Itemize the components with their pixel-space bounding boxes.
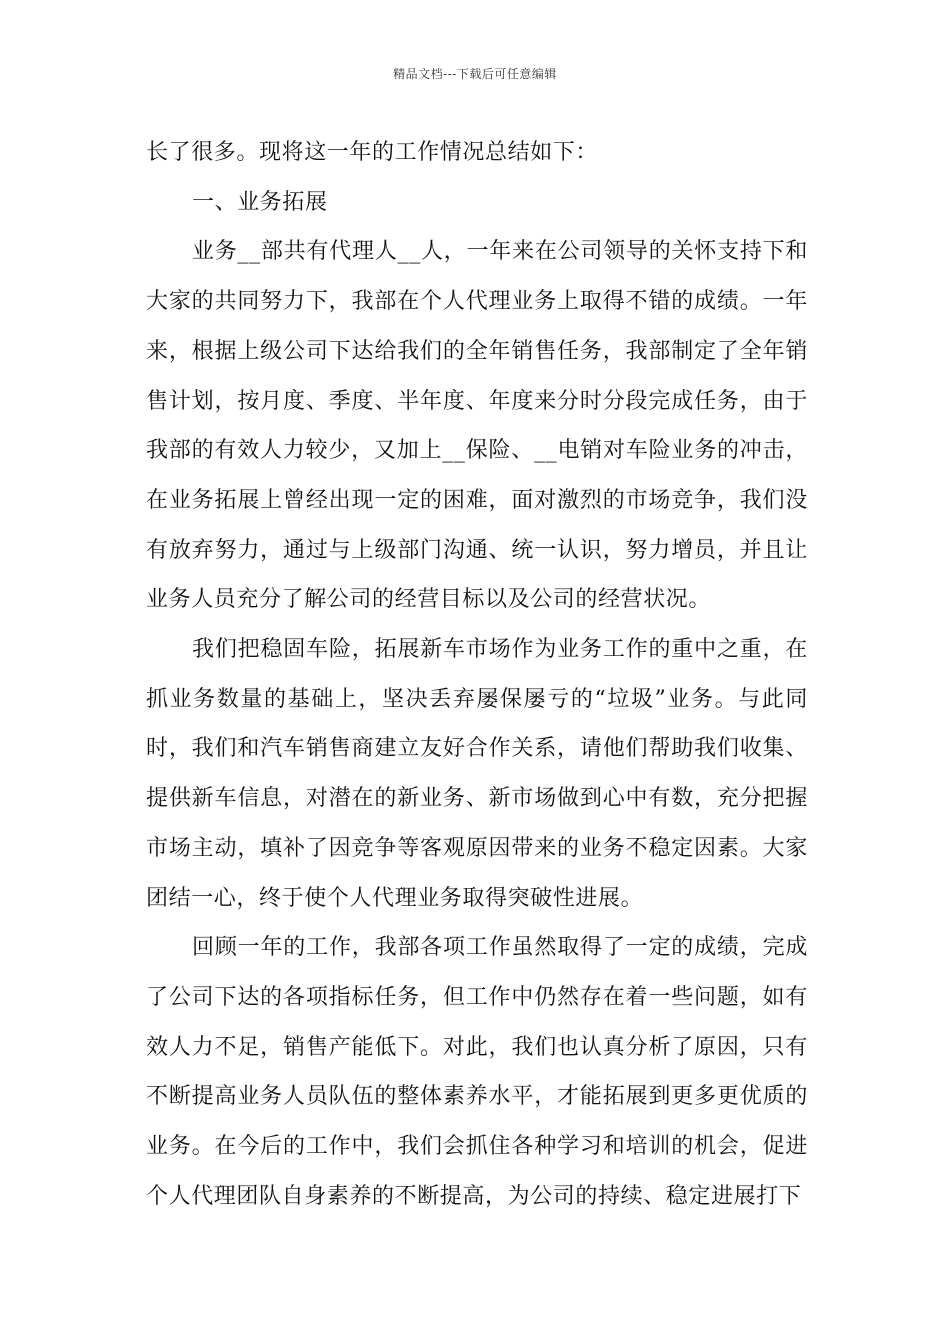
document-body bbox=[146, 128, 808, 1221]
section-heading: 一、业务拓展 bbox=[192, 189, 328, 215]
page-header: 精品文档---下载后可任意编辑 bbox=[393, 67, 557, 81]
paragraph-business-expansion: 业务__部共有代理人__人，一年来在公司领导的关怀支持下和大家的共同努力下，我部在个人代理业务上取得不错的成绩。一年来，根据上级公司下达给我们的全年销售任务，我部制定了全年销售计划，按月度、季度、半年度、年度来分时分段完成任务，由于我部的有效人力较少，又加上__保险、__电销对车险业务的冲击，在业务拓展上曾经出现一定的困难，面对激烈的市场竞争，我们没有放弃努力，通过与上级部门沟通、统一认识，努力增员，并且让业务人员充分了解公司的经营目标以及公司的经营状况。 bbox=[146, 239, 808, 613]
paragraph-continuation: 长了很多。现将这一年的工作情况总结如下： bbox=[146, 140, 599, 165]
paragraph-auto-insurance: 我们把稳固车险，拓展新车市场作为业务工作的重中之重，在抓业务数量的基础上，坚决丢弃屡保屡亏的“垃圾”业务。与此同时，我们和汽车销售商建立友好合作关系，请他们帮助我们收集、提供新车信息，对潜在的新业务、新市场做到心中有数，充分把握市场主动，填补了因竞争等客观原因带来的业务不稳定因素。大家团结一心，终于使个人代理业务取得突破性进展。 bbox=[146, 637, 808, 911]
paragraph-review: 回顾一年的工作，我部各项工作虽然取得了一定的成绩，完成了公司下达的各项指标任务，但工作中仍然存在着一些问题，如有效人力不足，销售产能低下。对此，我们也认真分析了原因，只有不断提高业务人员队伍的整体素养水平，才能拓展到更多更优质的业务。在今后的工作中，我们会抓住各种学习和培训的机会，促进个人代理团队自身素养的不断提高，为公司的持续、稳定进展打下 bbox=[146, 935, 808, 1209]
